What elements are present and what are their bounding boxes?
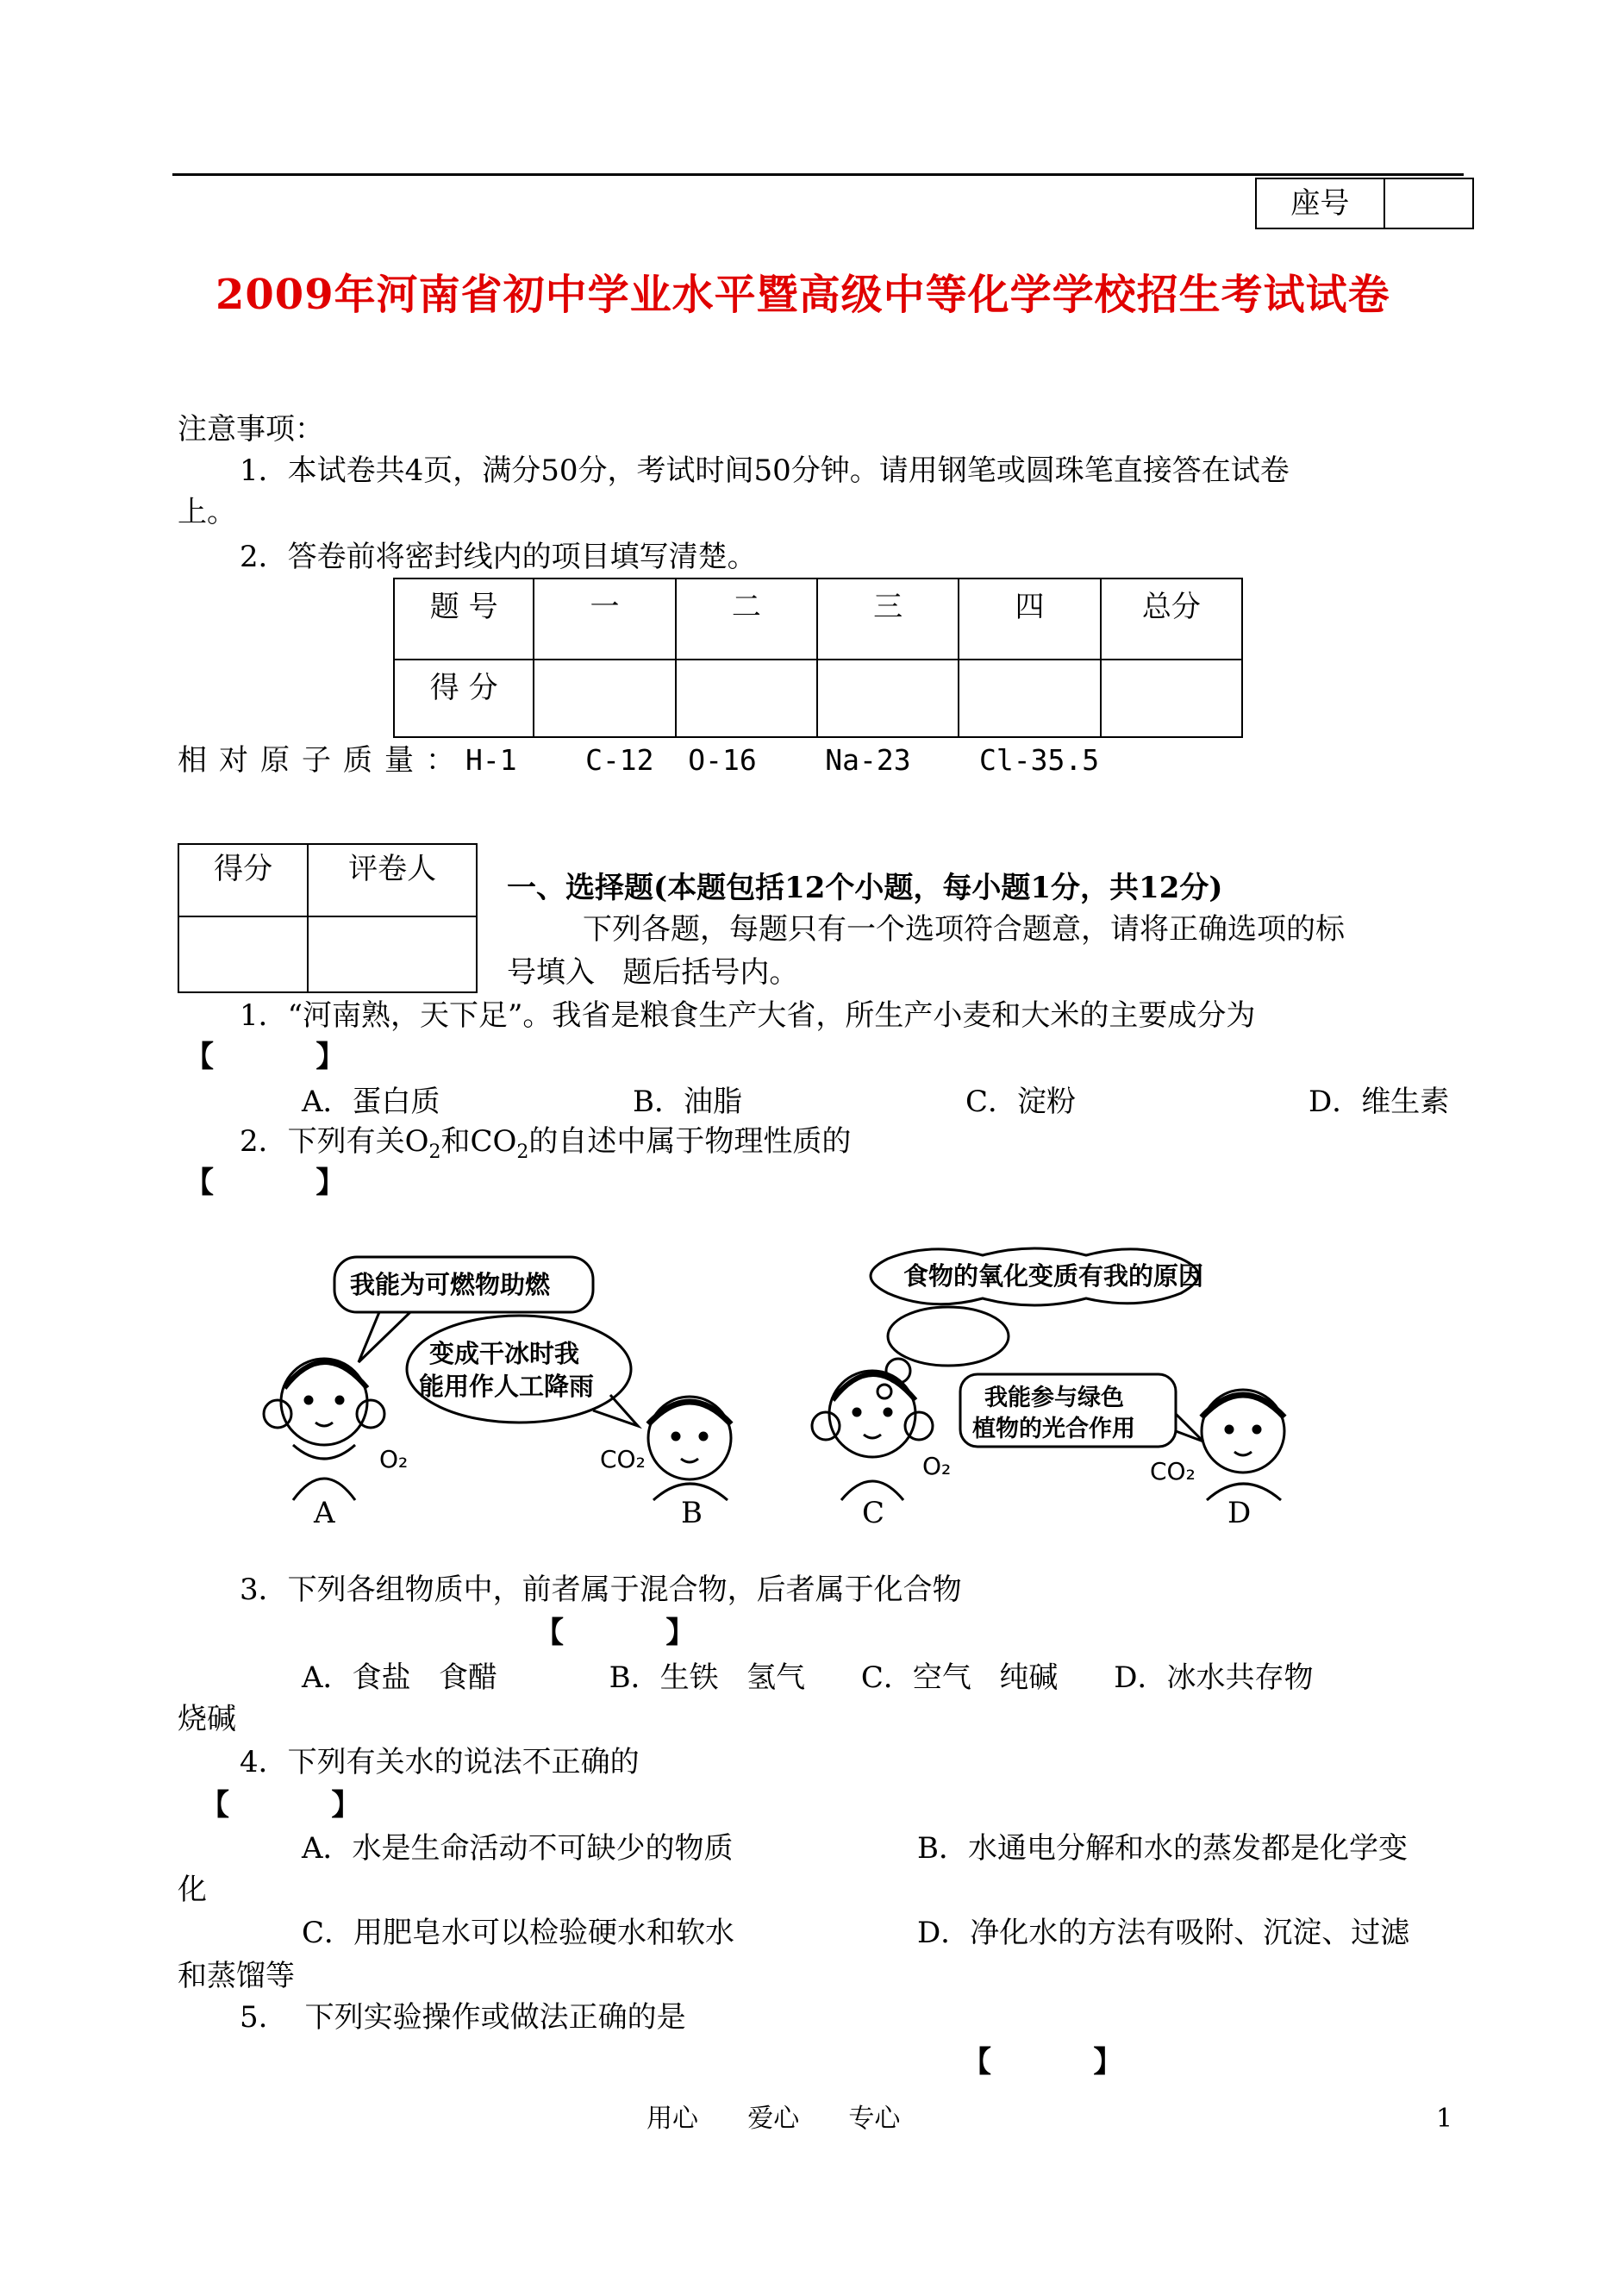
q4-option-b-wrap: 化 xyxy=(178,1873,207,1907)
grader-name-label: 评卷人 xyxy=(308,844,477,916)
bubble-a-text: 我能为可燃物助燃 xyxy=(350,1270,551,1299)
co2-label: CO₂ xyxy=(1150,1457,1196,1485)
q4-option-c[interactable]: C．用肥皂水可以检验硬水和软水 xyxy=(302,1916,735,1950)
q2-stem-pre: 2．下列有关O xyxy=(240,1124,429,1159)
q4-option-b[interactable]: B．水通电分解和水的蒸发都是化学变 xyxy=(917,1831,1408,1866)
figure-label-d: D xyxy=(1227,1496,1252,1526)
q1-answer-bracket[interactable]: 【 】 xyxy=(184,1040,346,1074)
seat-label: 座号 xyxy=(1256,178,1384,228)
co2-label: CO₂ xyxy=(600,1445,646,1473)
score-header-cell: 三 xyxy=(817,578,959,660)
notes-item1-wrap: 上。 xyxy=(178,495,236,529)
figure-label-a: A xyxy=(314,1496,335,1526)
q2-stem-mid: 和CO xyxy=(440,1124,517,1159)
q4-stem: 4．下列有关水的说法不正确的 xyxy=(240,1745,640,1779)
q4-option-d-wrap: 和蒸馏等 xyxy=(178,1959,295,1993)
speech-bubble-b xyxy=(407,1316,631,1423)
score-cell[interactable] xyxy=(959,660,1100,737)
bubble-b-text: 能用作人工降雨 xyxy=(419,1372,595,1401)
grader-name-value[interactable] xyxy=(308,916,477,992)
score-row-label: 得 分 xyxy=(394,660,534,737)
score-cell[interactable] xyxy=(1101,660,1242,737)
o2-label: O₂ xyxy=(922,1452,952,1480)
q2-stem-post: 的自述中属于物理性质的 xyxy=(528,1124,852,1159)
figure-label-c: C xyxy=(862,1496,885,1526)
q4-option-d[interactable]: D．净化水的方法有吸附、沉淀、过滤 xyxy=(917,1916,1410,1950)
subscript: 2 xyxy=(428,1141,441,1163)
q3-options[interactable]: A．食盐 食醋 B．生铁 氢气 C．空气 纯碱 D．冰水共存物 xyxy=(302,1660,1314,1695)
q1-option-b[interactable]: B．油脂 xyxy=(633,1085,742,1119)
boy-figure-d xyxy=(1202,1390,1284,1500)
q4-answer-bracket[interactable]: 【 】 xyxy=(200,1788,361,1823)
q2-answer-bracket[interactable]: 【 】 xyxy=(184,1166,346,1200)
boy-figure-b xyxy=(648,1397,731,1500)
q4-option-a[interactable]: A．水是生命活动不可缺少的物质 xyxy=(302,1831,734,1866)
score-table xyxy=(393,578,1243,738)
girl-figure-a xyxy=(264,1359,384,1500)
q3-stem: 3．下列各组物质中，前者属于混合物，后者属于化合物 xyxy=(240,1573,962,1607)
q3-options-wrap: 烧碱 xyxy=(178,1702,236,1736)
subscript: 2 xyxy=(516,1141,529,1163)
girl-figure-c xyxy=(812,1371,933,1500)
seat-number-box xyxy=(1255,178,1474,229)
bubble-b-text: 变成干冰时我 xyxy=(429,1339,580,1368)
notes-item2: 2．答卷前将密封线内的项目填写清楚。 xyxy=(240,540,757,574)
page-number: 1 xyxy=(1436,2104,1453,2134)
grader-score-label: 得分 xyxy=(178,844,308,916)
bubble-c-text: 食物的氧化变质有我的原因 xyxy=(903,1261,1204,1291)
grader-score-value[interactable] xyxy=(178,916,308,992)
score-cell[interactable] xyxy=(817,660,959,737)
q1-option-c[interactable]: C．淀粉 xyxy=(965,1085,1077,1119)
score-header-cell: 总分 xyxy=(1101,578,1242,660)
section1-heading: 一、选择题(本题包括12个小题，每小题1分，共12分) xyxy=(507,871,1223,905)
footer-motto: 用心 爱心 专心 xyxy=(646,2104,901,2134)
top-rule xyxy=(172,173,1464,176)
q2-stem xyxy=(240,1124,851,1170)
q1-stem: 1．“河南熟，天下足”。我省是粮食生产大省，所生产小麦和大米的主要成分为 xyxy=(240,998,1256,1033)
notes-heading: 注意事项： xyxy=(178,412,324,447)
page-title: 2009年河南省初中学业水平暨高级中等化学学校招生考试试卷 xyxy=(215,271,1390,319)
figure-label-b: B xyxy=(681,1496,703,1526)
atomic-mass-label: 相对原子质量： xyxy=(178,743,467,778)
bubble-d-text: 植物的光合作用 xyxy=(972,1416,1135,1442)
notes-item1: 1．本试卷共4页，满分50分，考试时间50分钟。请用钢笔或圆珠笔直接答在试卷 xyxy=(240,453,1290,488)
bubble-d-text: 我能参与绿色 xyxy=(984,1385,1124,1411)
q1-option-d[interactable]: D．维生素 xyxy=(1309,1085,1450,1119)
q2-figure xyxy=(259,1241,1310,1526)
score-header-cell: 一 xyxy=(534,578,675,660)
score-cell[interactable] xyxy=(676,660,817,737)
q5-answer-bracket[interactable]: 【 】 xyxy=(962,2045,1123,2079)
q5-stem: 5. 下列实验操作或做法正确的是 xyxy=(240,2000,686,2035)
q1-option-a[interactable]: A．蛋白质 xyxy=(302,1085,440,1119)
score-cell[interactable] xyxy=(534,660,675,737)
score-header-cell: 题 号 xyxy=(394,578,534,660)
seat-value[interactable] xyxy=(1384,178,1473,228)
grader-box xyxy=(178,843,478,993)
score-header-cell: 四 xyxy=(959,578,1100,660)
q3-answer-bracket[interactable]: 【 】 xyxy=(534,1616,696,1650)
o2-label: O₂ xyxy=(379,1445,409,1473)
section1-instructions-wrap: 号填入 题后括号内。 xyxy=(507,955,799,990)
section1-instructions: 下列各题，每题只有一个选项符合题意，请将正确选项的标 xyxy=(583,912,1345,947)
score-header-cell: 二 xyxy=(676,578,817,660)
atomic-mass-values: H-1 C-12 O-16 Na-23 Cl-35.5 xyxy=(465,743,1100,777)
